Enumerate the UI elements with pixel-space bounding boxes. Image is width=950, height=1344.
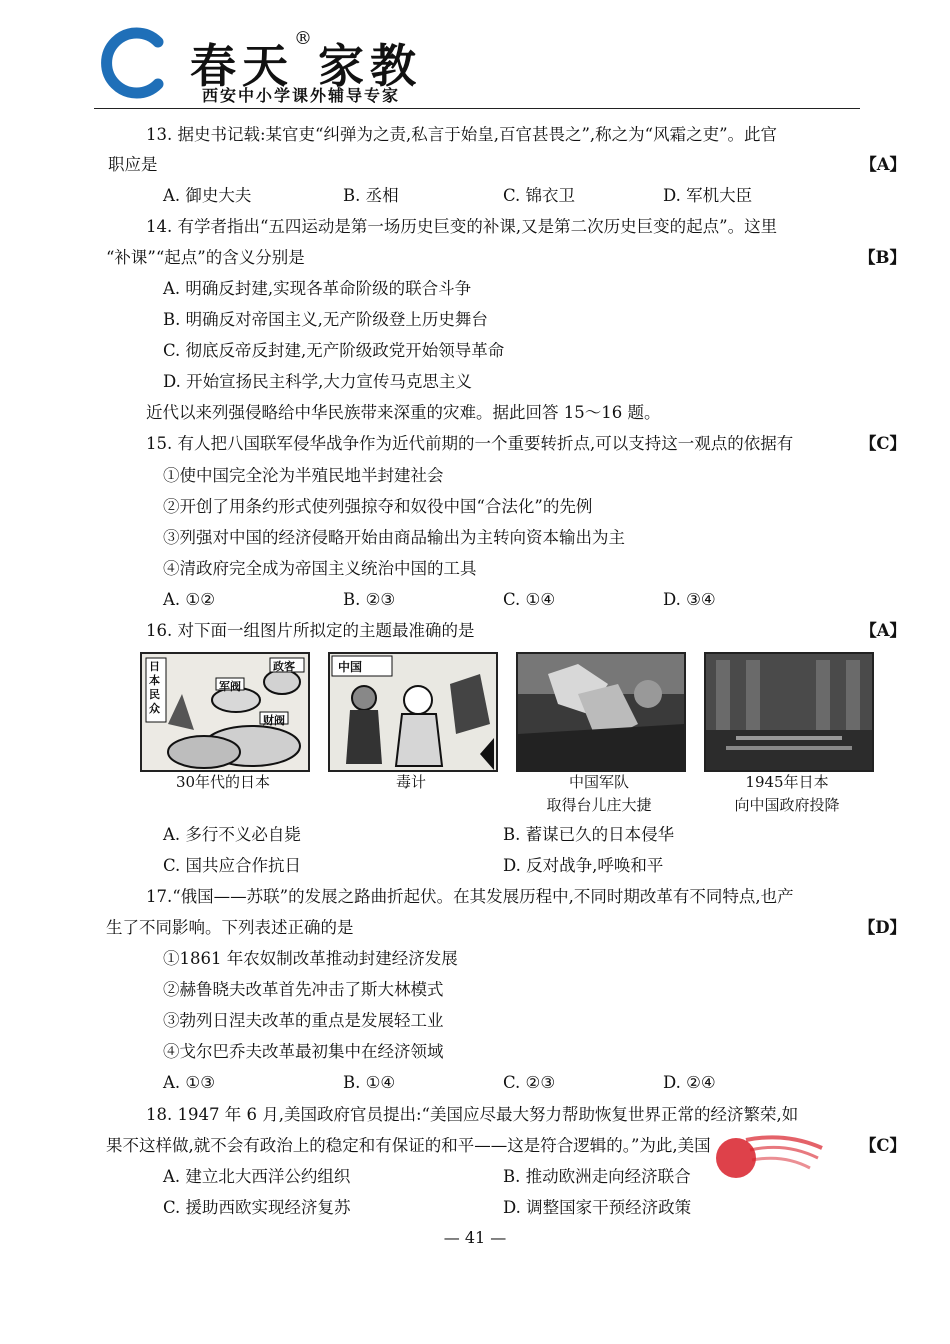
q13-option-c: C. 锦衣卫 bbox=[503, 186, 576, 205]
picture-poison-plot bbox=[328, 652, 498, 772]
q17-stem-line1: 17.“俄国——苏联”的发展之路曲折起伏。在其发展历程中,不同时期改革有不同特点,也产 bbox=[146, 887, 794, 906]
caption-surrender-1: 1945年日本 bbox=[745, 773, 829, 791]
q15-item-3: ③列强对中国的经济侵略开始由商品输出为主转向资本输出为主 bbox=[163, 528, 625, 547]
pic1-label-politician: 政客 bbox=[273, 660, 295, 673]
q15-option-b: B. ②③ bbox=[343, 590, 396, 609]
q13-option-d: D. 军机大臣 bbox=[663, 186, 753, 205]
picture-taierzhuang bbox=[516, 652, 686, 772]
q13-answer: 【A】 bbox=[860, 155, 906, 174]
q15-item-4: ④清政府完全成为帝国主义统治中国的工具 bbox=[163, 559, 477, 578]
caption-taierzhuang-1: 中国军队 bbox=[568, 773, 629, 791]
q17-item-3: ③勃列日涅夫改革的重点是发展轻工业 bbox=[163, 1011, 444, 1030]
q18-answer: 【C】 bbox=[859, 1136, 906, 1155]
q15-option-d: D. ③④ bbox=[663, 590, 716, 609]
caption-1930s-japan: 30年代的日本 bbox=[175, 773, 271, 791]
q15-option-c: C. ①④ bbox=[503, 590, 556, 609]
q13-option-a: A. 御史大夫 bbox=[163, 186, 252, 205]
q16-picture-row bbox=[140, 652, 870, 770]
q16-option-d: D. 反对战争,呼唤和平 bbox=[503, 856, 664, 875]
brand-tagline: 西安中小学课外辅导专家 bbox=[202, 86, 401, 105]
q18-option-c: C. 援助西欧实现经济复苏 bbox=[163, 1198, 351, 1217]
q18-option-d: D. 调整国家干预经济政策 bbox=[503, 1198, 692, 1217]
logo-c-icon bbox=[94, 24, 172, 102]
q18-option-a: A. 建立北大西洋公约组织 bbox=[163, 1167, 351, 1186]
q17-item-2: ②赫鲁晓夫改革首先冲击了斯大林模式 bbox=[163, 980, 444, 999]
q13-stem-line1: 13. 据史书记载:某官吏“纠弹为之责,私言于始皇,百官甚畏之”,称之为“风霜之吏”。此官 bbox=[146, 125, 778, 144]
caption-surrender-2: 向中国政府投降 bbox=[734, 796, 840, 814]
q17-option-a: A. ①③ bbox=[163, 1073, 215, 1092]
q16-answer: 【A】 bbox=[860, 621, 906, 640]
q15-answer: 【C】 bbox=[859, 434, 906, 453]
q17-stem-line2: 生了不同影响。下列表述正确的是 bbox=[106, 918, 354, 937]
pic1-label-zaibatsu: 财阀 bbox=[263, 714, 285, 727]
q15-item-1: ①使中国完全沦为半殖民地半封建社会 bbox=[163, 466, 444, 485]
picture-japan-surrender bbox=[704, 652, 874, 772]
brand-name: 春天®家教 bbox=[190, 27, 422, 93]
q18-stem-line2: 果不这样做,就不会有政治上的稳定和有保证的和平——这是符合逻辑的。”为此,美国 bbox=[106, 1136, 711, 1155]
red-stamp-icon bbox=[706, 1128, 826, 1198]
ceremony-photo-icon bbox=[706, 654, 872, 770]
pic2-label-china: 中国 bbox=[338, 660, 363, 674]
q17-option-b: B. ①④ bbox=[343, 1073, 396, 1092]
caption-taierzhuang-2: 取得台儿庄大捷 bbox=[546, 796, 652, 814]
q16-option-a: A. 多行不义必自毙 bbox=[163, 825, 301, 844]
picture-1930s-japan bbox=[140, 652, 310, 772]
q16-stem: 16. 对下面一组图片所拟定的主题最准确的是 bbox=[146, 621, 475, 640]
q15-option-a: A. ①② bbox=[163, 590, 215, 609]
q14-stem-line2: “补课”“起点”的含义分别是 bbox=[106, 248, 305, 267]
soldiers-photo-icon bbox=[518, 654, 684, 770]
q13-option-b: B. 丞相 bbox=[343, 186, 399, 205]
q16-option-b: B. 蓄谋已久的日本侵华 bbox=[503, 825, 675, 844]
q15-stem: 15. 有人把八国联军侵华战争作为近代前期的一个重要转折点,可以支持这一观点的依据有 bbox=[146, 434, 794, 453]
q14-option-c: C. 彻底反帝反封建,无产阶级政党开始领导革命 bbox=[163, 341, 505, 360]
q17-item-1: ①1861 年农奴制改革推动封建经济发展 bbox=[163, 949, 458, 968]
q14-option-a: A. 明确反封建,实现各革命阶级的联合斗争 bbox=[163, 279, 472, 298]
q18-option-b: B. 推动欧洲走向经济联合 bbox=[503, 1167, 691, 1186]
header-divider bbox=[94, 108, 860, 109]
q17-item-4: ④戈尔巴乔夫改革最初集中在经济领域 bbox=[163, 1042, 444, 1061]
pic1-label-warlord: 军阀 bbox=[219, 680, 241, 693]
page-number: — 41 — bbox=[443, 1228, 507, 1247]
intro-15-16: 近代以来列强侵略给中华民族带来深重的灾难。据此回答 15～16 题。 bbox=[146, 403, 661, 422]
caption-poison-plot: 毒计 bbox=[395, 773, 426, 791]
q14-stem-line1: 14. 有学者指出“五四运动是第一场历史巨变的补课,又是第二次历史巨变的起点”。这里 bbox=[146, 217, 778, 236]
page-header bbox=[94, 20, 860, 110]
q14-option-b: B. 明确反对帝国主义,无产阶级登上历史舞台 bbox=[163, 310, 488, 329]
q17-answer: 【D】 bbox=[858, 918, 906, 937]
q18-stem-line1: 18. 1947 年 6 月,美国政府官员提出:“美国应尽最大努力帮助恢复世界正常的经济繁荣,如 bbox=[146, 1105, 799, 1124]
q15-item-2: ②开创了用条约形式使列强掠夺和奴役中国“合法化”的先例 bbox=[163, 497, 593, 516]
q14-answer: 【B】 bbox=[859, 248, 906, 267]
q13-stem-line2: 职应是 bbox=[108, 155, 158, 174]
q17-option-d: D. ②④ bbox=[663, 1073, 716, 1092]
q16-option-c: C. 国共应合作抗日 bbox=[163, 856, 302, 875]
q17-option-c: C. ②③ bbox=[503, 1073, 556, 1092]
q14-option-d: D. 开始宣扬民主科学,大力宣传马克思主义 bbox=[163, 372, 472, 391]
pic1-label-people: 日本民众 bbox=[149, 660, 160, 715]
